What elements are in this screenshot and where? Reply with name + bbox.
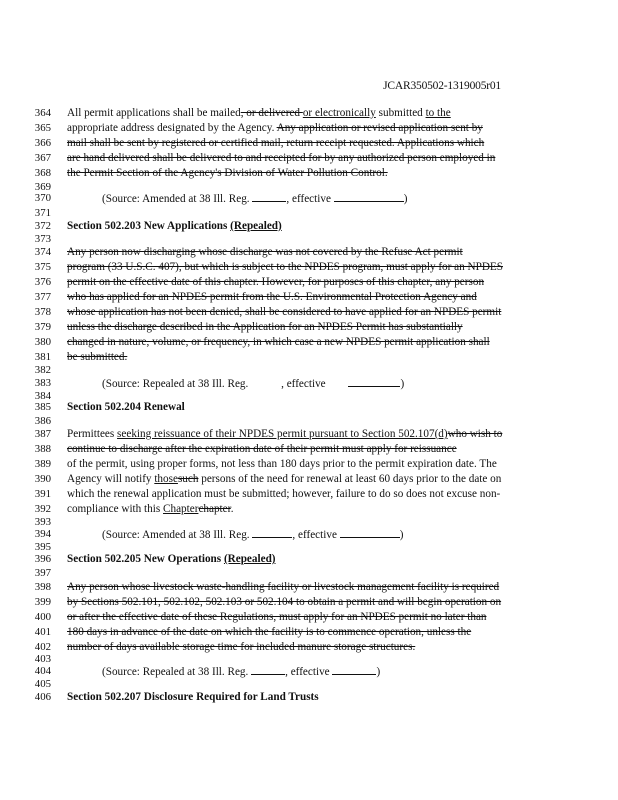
paragraph-line: changed in nature, volume, or frequency, in which case a new NPDES permit application shall xyxy=(67,336,490,348)
line-number-label: 371 xyxy=(34,207,51,219)
line-number-label: 392 xyxy=(34,503,51,515)
source-note: (Source: Amended at 38 Ill. Reg. , effective ) xyxy=(102,193,408,205)
line-number-label: 403 xyxy=(34,653,51,665)
paragraph-line: Any person now discharging whose discharge was not covered by the Refuse Act permit xyxy=(67,246,463,258)
document-header-code: JCAR350502-1319005r01 xyxy=(383,80,501,92)
line-number-label: 406 xyxy=(34,691,51,703)
line-number-label: 365 xyxy=(34,122,51,134)
line-number-label: 378 xyxy=(34,306,51,318)
paragraph-line: unless the discharge described in the Application for an NPDES Permit has substantially xyxy=(67,321,463,333)
line-number-label: 366 xyxy=(34,137,51,149)
line-number-label: 367 xyxy=(34,152,51,164)
line-number-label: 368 xyxy=(34,167,51,179)
section-heading: Section 502.203 New Applications (Repealed) xyxy=(67,220,282,232)
paragraph-line: Permittees seeking reissuance of their NPDES permit pursuant to Section 502.107(d)who wish to xyxy=(67,428,503,440)
line-number-label: 401 xyxy=(34,626,51,638)
paragraph-line: compliance with this Chapterchapter. xyxy=(67,503,234,515)
line-number-label: 404 xyxy=(34,665,51,677)
line-number-label: 400 xyxy=(34,611,51,623)
line-number-label: 391 xyxy=(34,488,51,500)
line-number-label: 374 xyxy=(34,246,51,258)
line-number-label: 377 xyxy=(34,291,51,303)
line-number-label: 388 xyxy=(34,443,51,455)
line-number-label: 382 xyxy=(34,364,51,376)
line-number-label: 399 xyxy=(34,596,51,608)
paragraph-line: continue to discharge after the expiration date of their permit must apply for reissuance xyxy=(67,443,457,455)
paragraph-line: of the permit, using proper forms, not less than 180 days prior to the permit expiration date. The xyxy=(67,458,497,470)
paragraph-line: are hand delivered shall be delivered to and receipted for by any authorized person employed in xyxy=(67,152,496,164)
paragraph-line: be submitted. xyxy=(67,351,128,363)
paragraph-line: appropriate address designated by the Agency. Any application or revised application sent by xyxy=(67,122,483,134)
paragraph-line: who has applied for an NPDES permit from the U.S. Environmental Protection Agency and xyxy=(67,291,477,303)
paragraph-line: the Permit Section of the Agency's Division of Water Pollution Control. xyxy=(67,167,388,179)
line-number-label: 398 xyxy=(34,581,51,593)
line-number-label: 395 xyxy=(34,541,51,553)
line-number-label: 369 xyxy=(34,181,51,193)
paragraph-line: or after the effective date of these Regulations, must apply for an NPDES permit no later than xyxy=(67,611,487,623)
line-number-label: 390 xyxy=(34,473,51,485)
paragraph-line: Any person whose livestock waste-handling facility or livestock management facility is required xyxy=(67,581,500,593)
line-number xyxy=(0,566,618,581)
section-heading: Section 502.207 Disclosure Required for Land Trusts xyxy=(67,691,319,703)
line-number-label: 402 xyxy=(34,641,51,653)
section-heading: Section 502.205 New Operations (Repealed) xyxy=(67,553,276,565)
line-number-label: 385 xyxy=(34,401,51,413)
paragraph-line: permit on the effective date of this chapter. However, for purposes of this chapter, any person xyxy=(67,276,485,288)
paragraph-line: program (33 U.S.C. 407), but which is subject to the NPDES program, must apply for an NPDES xyxy=(67,261,503,273)
paragraph-line: 180 days in advance of the date on which the facility is to commence operation, unless the xyxy=(67,626,472,638)
line-number-label: 393 xyxy=(34,516,51,528)
line-number-label: 396 xyxy=(34,553,51,565)
line-number-label: 364 xyxy=(34,107,51,119)
paragraph-line: whose application has not been denied, shall be considered to have applied for an NPDES permit xyxy=(67,306,502,318)
paragraph-line: All permit applications shall be mailed, or delivered or electronically submitted to the xyxy=(67,107,451,119)
paragraph-line: which the renewal application must be submitted; however, failure to do so does not excuse non- xyxy=(67,488,501,500)
paragraph-line: mail shall be sent by registered or certified mail, return receipt requested. Applications which xyxy=(67,137,485,149)
line-number-label: 389 xyxy=(34,458,51,470)
paragraph-line: by Sections 502.101, 502.102, 502.103 or 502.104 to obtain a permit and will begin operation on xyxy=(67,596,502,608)
line-number-label: 379 xyxy=(34,321,51,333)
line-number-label: 375 xyxy=(34,261,51,273)
line-number-label: 381 xyxy=(34,351,51,363)
paragraph-line: Agency will notify thosesuch persons of the need for renewal at least 60 days prior to the date on xyxy=(67,473,502,485)
line-number-label: 387 xyxy=(34,428,51,440)
source-note: (Source: Repealed at 38 Ill. Reg. , effective ) xyxy=(102,378,405,390)
line-number-label: 370 xyxy=(34,192,51,204)
line-number-label: 405 xyxy=(34,678,51,690)
line-number-label: 380 xyxy=(34,336,51,348)
paragraph-line: number of days available storage time for included manure storage structures. xyxy=(67,641,416,653)
line-number-label: 373 xyxy=(34,233,51,245)
source-note: (Source: Repealed at 38 Ill. Reg. , effective ) xyxy=(102,666,381,678)
line-number-label: 383 xyxy=(34,377,51,389)
source-note: (Source: Amended at 38 Ill. Reg. , effective ) xyxy=(102,529,404,541)
line-number-label: 372 xyxy=(34,220,51,232)
line-number-label: 384 xyxy=(34,390,51,402)
line-number-label: 386 xyxy=(34,415,51,427)
section-heading: Section 502.204 Renewal xyxy=(67,401,185,413)
line-number-label: 376 xyxy=(34,276,51,288)
line-number-label: 394 xyxy=(34,528,51,540)
line-number-label: 397 xyxy=(34,567,51,579)
